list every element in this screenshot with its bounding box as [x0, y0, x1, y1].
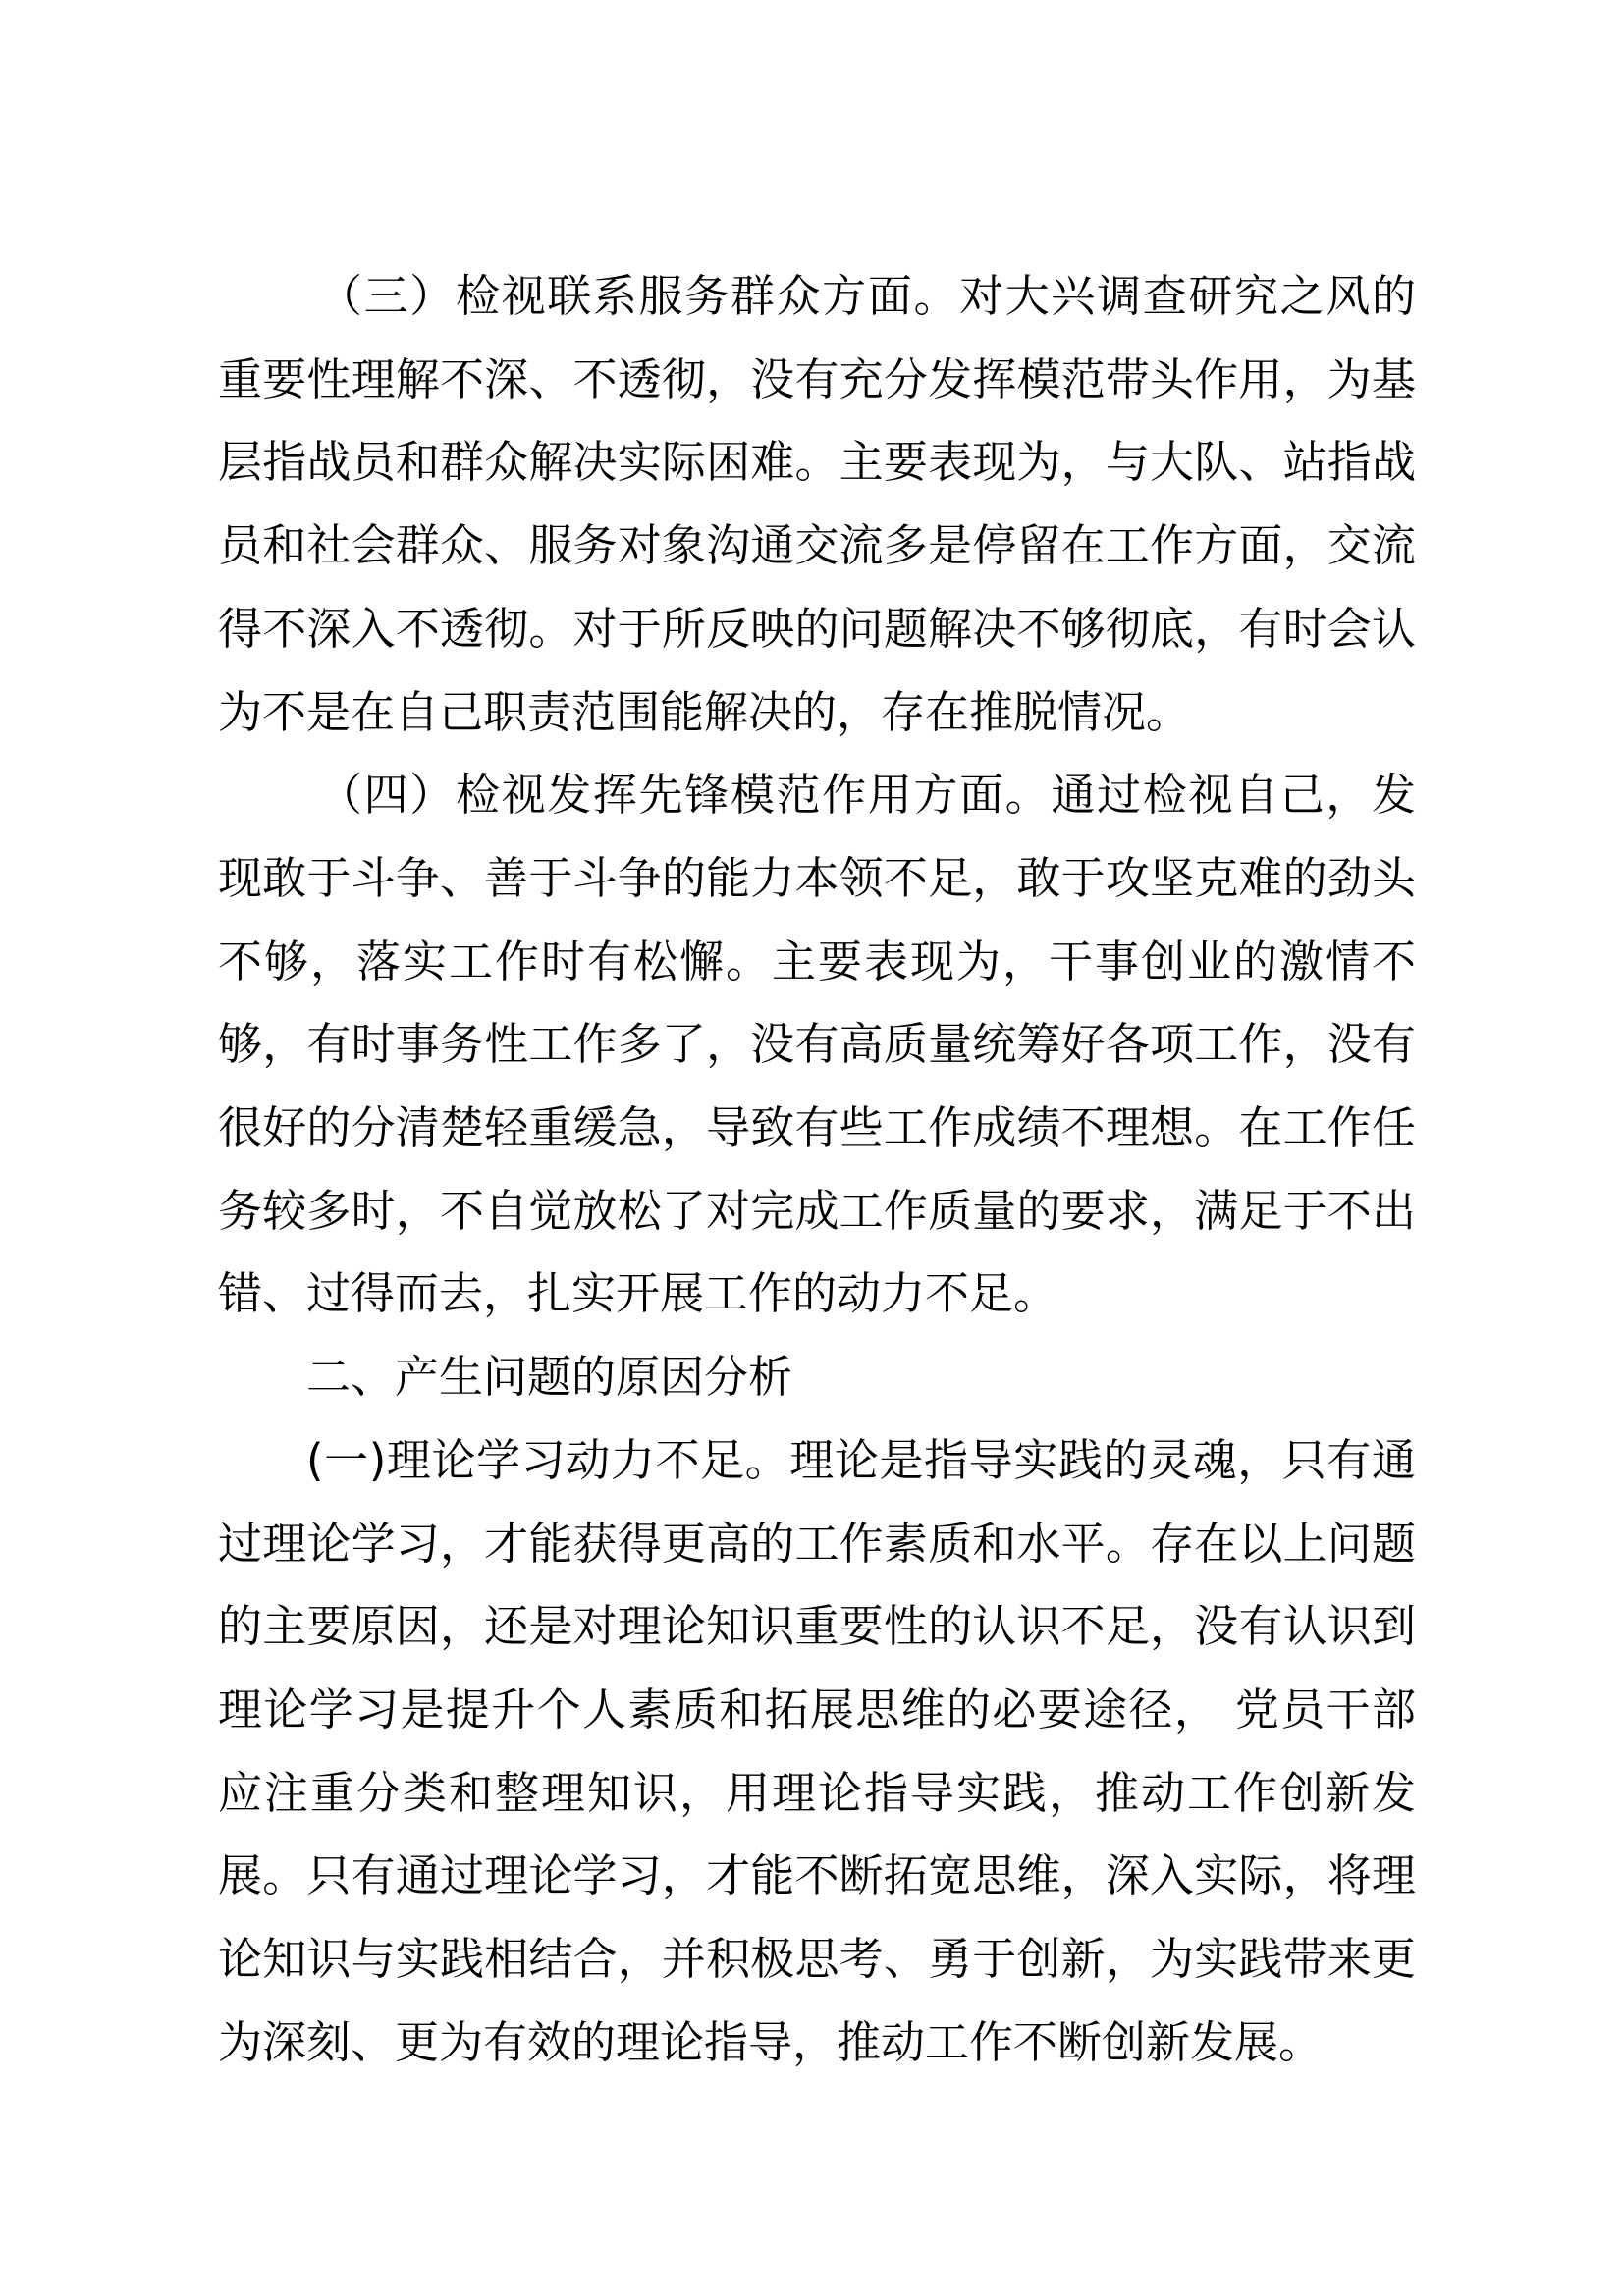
paragraph-section-4: （四）检视发挥先锋模范作用方面。通过检视自己，发现敢于斗争、善于斗争的能力本领不足，敢于攻坚克难的劲头不够，落实工作时有松懈。主要表现为，干事创业的激情不够，有时事务性工作多了，没有高质量统筹好各项工作，没有很好的分清楚轻重缓急，导致有些工作成绩不理想。在工作任务较多时，不自觉放松了对完成工作质量的要求，满足于不出错、过得而去，扎实开展工作的动力不足。 — [218, 769, 1416, 1320]
document-body — [218, 255, 1416, 2084]
paragraph-section-3: （三）检视联系服务群众方面。对大兴调查研究之风的重要性理解不深、不透彻，没有充分发挥模范带头作用，为基层指战员和群众解决实际困难。主要表现为，与大队、站指战员和社会群众、服务对象沟通交流多是停留在工作方面，交流得不深入不透彻。对于所反映的问题解决不够彻底，有时会认为不是在自己职责范围能解决的，存在推脱情况。 — [218, 270, 1416, 738]
paragraph-cause-1: (一)理论学习动力不足。理论是指导实践的灵魂，只有通过理论学习，才能获得更高的工作素质和水平。存在以上问题的主要原因，还是对理论知识重要性的认识不足，没有认识到理论学习是提升个人素质和拓展思维的必要途径， 党员干部应注重分类和整理知识，用理论指导实践，推动工作创新发展。只有通过理论学习，才能不断拓宽思维，深入实际，将理论知识与实践相结合，并积极思考、勇于创新，为实践带来更为深刻、更为有效的理论指导，推动工作不断创新发展。 — [218, 1433, 1416, 2068]
section-heading-cause-analysis: 二、产生问题的原因分析 — [306, 1351, 793, 1404]
